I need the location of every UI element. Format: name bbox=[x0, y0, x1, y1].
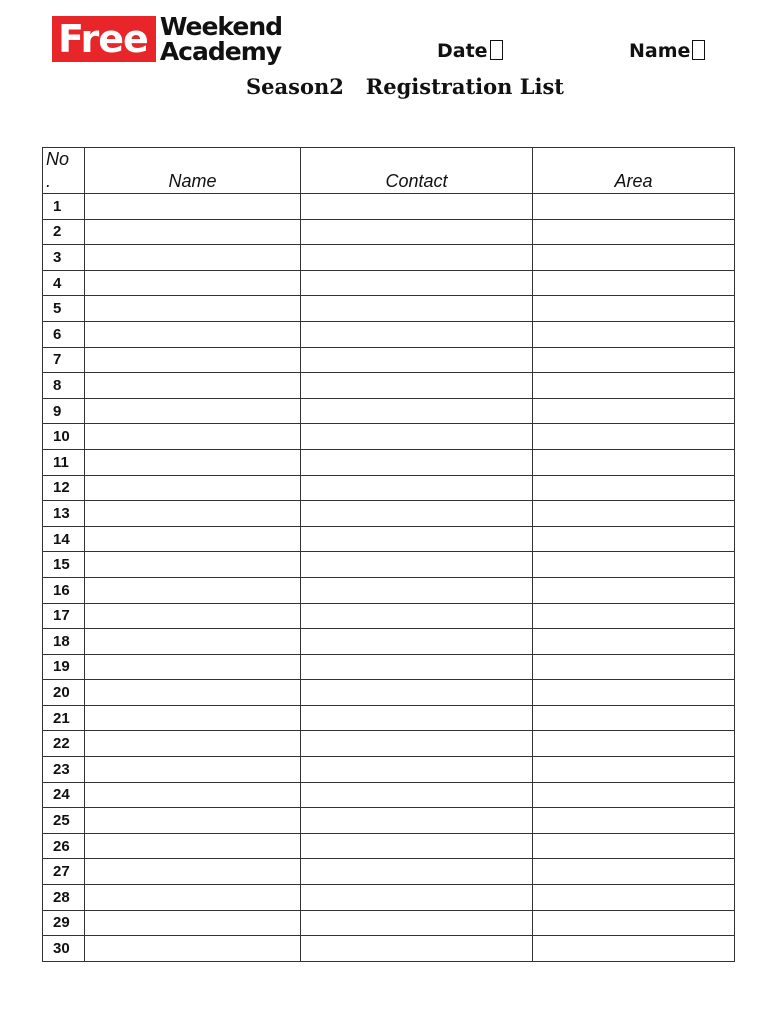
name-box-glyph bbox=[692, 40, 705, 60]
name-cell[interactable] bbox=[85, 373, 301, 399]
name-cell[interactable] bbox=[85, 347, 301, 373]
area-cell[interactable] bbox=[533, 552, 735, 578]
header-area: Area bbox=[533, 148, 735, 194]
contact-cell[interactable] bbox=[301, 808, 533, 834]
table-row bbox=[43, 424, 735, 450]
contact-cell[interactable] bbox=[301, 501, 533, 527]
table-row bbox=[43, 885, 735, 911]
name-cell[interactable] bbox=[85, 296, 301, 322]
contact-cell[interactable] bbox=[301, 654, 533, 680]
row-number: 3 bbox=[43, 245, 85, 271]
contact-cell[interactable] bbox=[301, 680, 533, 706]
table-row bbox=[43, 219, 735, 245]
area-cell[interactable] bbox=[533, 603, 735, 629]
table-row bbox=[43, 859, 735, 885]
row-number: 12 bbox=[43, 475, 85, 501]
row-number: 8 bbox=[43, 373, 85, 399]
name-cell[interactable] bbox=[85, 398, 301, 424]
row-number: 25 bbox=[43, 808, 85, 834]
name-cell[interactable] bbox=[85, 321, 301, 347]
row-number: 20 bbox=[43, 680, 85, 706]
contact-cell[interactable] bbox=[301, 245, 533, 271]
area-cell[interactable] bbox=[533, 705, 735, 731]
row-number: 9 bbox=[43, 398, 85, 424]
name-cell[interactable] bbox=[85, 629, 301, 655]
contact-cell[interactable] bbox=[301, 270, 533, 296]
contact-cell[interactable] bbox=[301, 885, 533, 911]
name-cell[interactable] bbox=[85, 808, 301, 834]
date-label: Date bbox=[437, 40, 488, 62]
area-cell[interactable] bbox=[533, 219, 735, 245]
name-cell[interactable] bbox=[85, 194, 301, 220]
logo-line-weekend: Weekend bbox=[159, 12, 283, 41]
row-number: 7 bbox=[43, 347, 85, 373]
row-number: 15 bbox=[43, 552, 85, 578]
date-field bbox=[437, 40, 503, 62]
area-cell[interactable] bbox=[533, 577, 735, 603]
area-cell[interactable] bbox=[533, 373, 735, 399]
table-row bbox=[43, 398, 735, 424]
row-number: 28 bbox=[43, 885, 85, 911]
name-cell[interactable] bbox=[85, 680, 301, 706]
row-number: 2 bbox=[43, 219, 85, 245]
area-cell[interactable] bbox=[533, 270, 735, 296]
row-number: 6 bbox=[43, 321, 85, 347]
contact-cell[interactable] bbox=[301, 629, 533, 655]
table-row bbox=[43, 270, 735, 296]
contact-cell[interactable] bbox=[301, 731, 533, 757]
row-number: 11 bbox=[43, 449, 85, 475]
table-row bbox=[43, 603, 735, 629]
table-row bbox=[43, 936, 735, 962]
row-number: 17 bbox=[43, 603, 85, 629]
name-cell[interactable] bbox=[85, 859, 301, 885]
row-number: 5 bbox=[43, 296, 85, 322]
table-row bbox=[43, 321, 735, 347]
row-number: 30 bbox=[43, 936, 85, 962]
row-number: 21 bbox=[43, 705, 85, 731]
table-row bbox=[43, 449, 735, 475]
table-row bbox=[43, 782, 735, 808]
contact-cell[interactable] bbox=[301, 552, 533, 578]
table-row bbox=[43, 373, 735, 399]
contact-cell[interactable] bbox=[301, 398, 533, 424]
name-cell[interactable] bbox=[85, 885, 301, 911]
name-cell[interactable] bbox=[85, 475, 301, 501]
table-row bbox=[43, 526, 735, 552]
name-cell[interactable] bbox=[85, 936, 301, 962]
table-row bbox=[43, 501, 735, 527]
name-cell[interactable] bbox=[85, 449, 301, 475]
table-row bbox=[43, 654, 735, 680]
name-label: Name bbox=[629, 40, 691, 62]
table-row bbox=[43, 808, 735, 834]
contact-cell[interactable] bbox=[301, 296, 533, 322]
area-cell[interactable] bbox=[533, 680, 735, 706]
area-cell[interactable] bbox=[533, 501, 735, 527]
contact-cell[interactable] bbox=[301, 833, 533, 859]
area-cell[interactable] bbox=[533, 885, 735, 911]
contact-cell[interactable] bbox=[301, 526, 533, 552]
area-cell[interactable] bbox=[533, 757, 735, 783]
name-cell[interactable] bbox=[85, 833, 301, 859]
table-row bbox=[43, 910, 735, 936]
name-cell[interactable] bbox=[85, 270, 301, 296]
logo-wordmark bbox=[160, 14, 282, 64]
area-cell[interactable] bbox=[533, 449, 735, 475]
area-cell[interactable] bbox=[533, 629, 735, 655]
contact-cell[interactable] bbox=[301, 449, 533, 475]
registration-table bbox=[42, 147, 735, 962]
table-row bbox=[43, 552, 735, 578]
area-cell[interactable] bbox=[533, 424, 735, 450]
table-body bbox=[43, 194, 735, 962]
area-cell[interactable] bbox=[533, 245, 735, 271]
area-cell[interactable] bbox=[533, 296, 735, 322]
row-number: 26 bbox=[43, 833, 85, 859]
name-cell[interactable] bbox=[85, 910, 301, 936]
table-row bbox=[43, 680, 735, 706]
contact-cell[interactable] bbox=[301, 782, 533, 808]
contact-cell[interactable] bbox=[301, 219, 533, 245]
name-cell[interactable] bbox=[85, 705, 301, 731]
contact-cell[interactable] bbox=[301, 705, 533, 731]
table-header-row bbox=[43, 148, 735, 194]
contact-cell[interactable] bbox=[301, 321, 533, 347]
row-number: 19 bbox=[43, 654, 85, 680]
area-cell[interactable] bbox=[533, 321, 735, 347]
row-number: 18 bbox=[43, 629, 85, 655]
logo-line-academy: Academy bbox=[159, 37, 282, 66]
contact-cell[interactable] bbox=[301, 859, 533, 885]
contact-cell[interactable] bbox=[301, 373, 533, 399]
page-title: Season2 Registration List bbox=[246, 74, 564, 99]
name-field bbox=[629, 40, 705, 62]
area-cell[interactable] bbox=[533, 859, 735, 885]
name-cell[interactable] bbox=[85, 424, 301, 450]
area-cell[interactable] bbox=[533, 526, 735, 552]
contact-cell[interactable] bbox=[301, 424, 533, 450]
table-row bbox=[43, 194, 735, 220]
table-row bbox=[43, 296, 735, 322]
row-number: 23 bbox=[43, 757, 85, 783]
name-cell[interactable] bbox=[85, 501, 301, 527]
area-cell[interactable] bbox=[533, 654, 735, 680]
name-cell[interactable] bbox=[85, 245, 301, 271]
row-number: 24 bbox=[43, 782, 85, 808]
header-contact: Contact bbox=[301, 148, 533, 194]
row-number: 14 bbox=[43, 526, 85, 552]
header-no bbox=[43, 148, 85, 194]
name-cell[interactable] bbox=[85, 731, 301, 757]
contact-cell[interactable] bbox=[301, 603, 533, 629]
row-number: 29 bbox=[43, 910, 85, 936]
area-cell[interactable] bbox=[533, 194, 735, 220]
name-cell[interactable] bbox=[85, 603, 301, 629]
table-row bbox=[43, 577, 735, 603]
area-cell[interactable] bbox=[533, 475, 735, 501]
contact-cell[interactable] bbox=[301, 910, 533, 936]
area-cell[interactable] bbox=[533, 936, 735, 962]
table-row bbox=[43, 245, 735, 271]
name-cell[interactable] bbox=[85, 757, 301, 783]
area-cell[interactable] bbox=[533, 833, 735, 859]
area-cell[interactable] bbox=[533, 347, 735, 373]
area-cell[interactable] bbox=[533, 808, 735, 834]
area-cell[interactable] bbox=[533, 782, 735, 808]
logo bbox=[52, 14, 282, 64]
row-number: 16 bbox=[43, 577, 85, 603]
header-name: Name bbox=[85, 148, 301, 194]
contact-cell[interactable] bbox=[301, 347, 533, 373]
table-row bbox=[43, 731, 735, 757]
logo-free-text: Free bbox=[52, 16, 156, 62]
date-box-glyph bbox=[490, 40, 503, 60]
row-number: 27 bbox=[43, 859, 85, 885]
row-number: 22 bbox=[43, 731, 85, 757]
row-number: 4 bbox=[43, 270, 85, 296]
name-cell[interactable] bbox=[85, 577, 301, 603]
contact-cell[interactable] bbox=[301, 194, 533, 220]
table-row bbox=[43, 347, 735, 373]
name-cell[interactable] bbox=[85, 654, 301, 680]
table-row bbox=[43, 475, 735, 501]
area-cell[interactable] bbox=[533, 398, 735, 424]
row-number: 1 bbox=[43, 194, 85, 220]
row-number: 13 bbox=[43, 501, 85, 527]
table-row bbox=[43, 705, 735, 731]
area-cell[interactable] bbox=[533, 910, 735, 936]
table-row bbox=[43, 833, 735, 859]
contact-cell[interactable] bbox=[301, 475, 533, 501]
name-cell[interactable] bbox=[85, 552, 301, 578]
name-cell[interactable] bbox=[85, 526, 301, 552]
name-cell[interactable] bbox=[85, 219, 301, 245]
name-cell[interactable] bbox=[85, 782, 301, 808]
contact-cell[interactable] bbox=[301, 757, 533, 783]
contact-cell[interactable] bbox=[301, 577, 533, 603]
row-number: 10 bbox=[43, 424, 85, 450]
area-cell[interactable] bbox=[533, 731, 735, 757]
header-no-text: No . bbox=[46, 149, 70, 191]
table-row bbox=[43, 757, 735, 783]
table-row bbox=[43, 629, 735, 655]
contact-cell[interactable] bbox=[301, 936, 533, 962]
